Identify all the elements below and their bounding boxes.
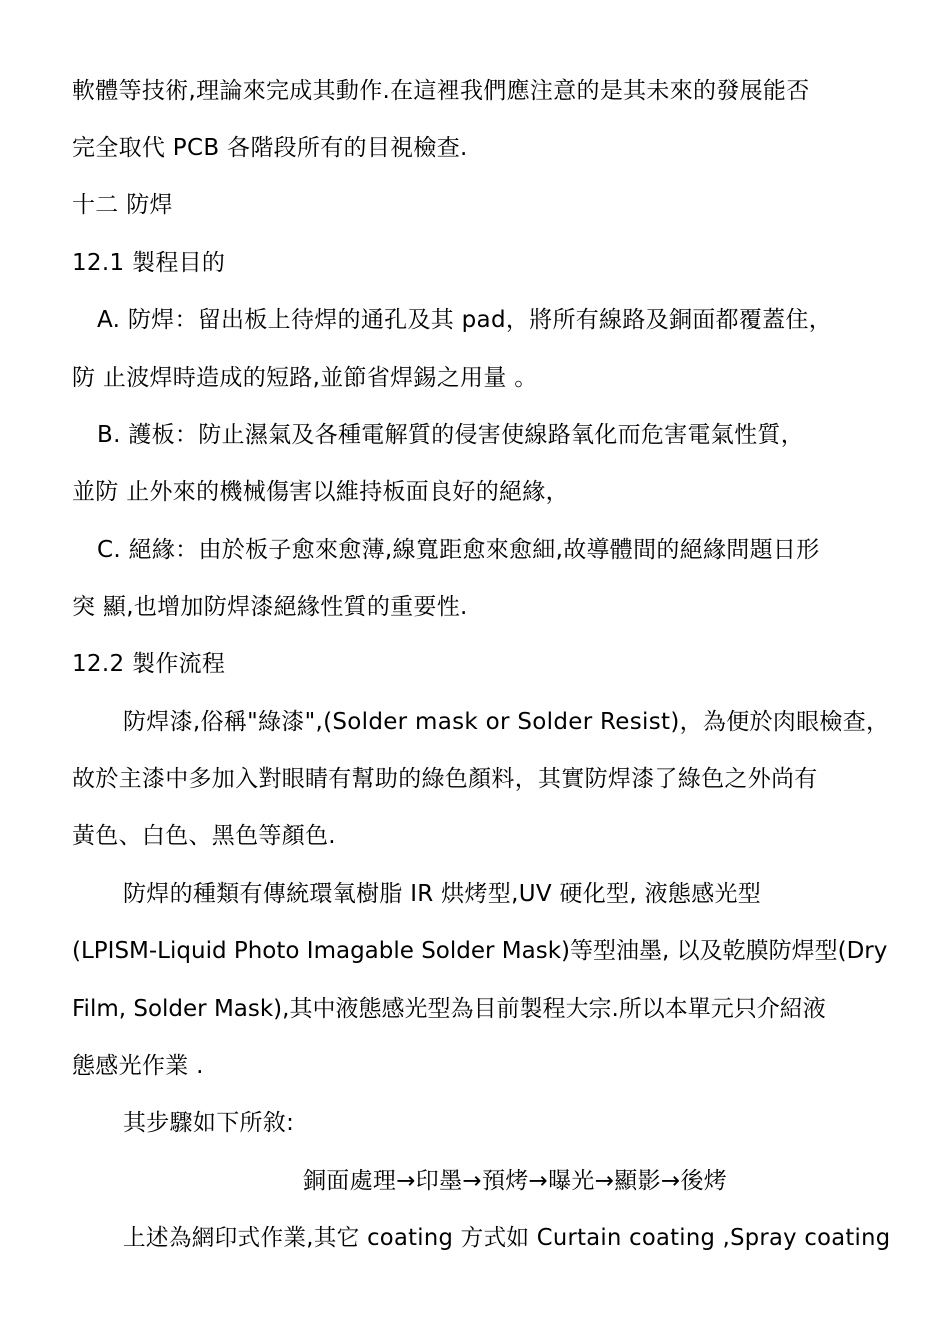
paragraph-line-2: 完全取代 PCB 各階段所有的目視檢查. bbox=[72, 135, 468, 161]
paragraph-line-1: 軟體等技術,理論來完成其動作.在這裡我們應注意的是其未來的發展能否 bbox=[72, 78, 810, 104]
section-heading: 十二 防焊 bbox=[72, 192, 173, 218]
item-b-line-2: 並防 止外來的機械傷害以維持板面良好的絕緣， bbox=[72, 479, 569, 505]
item-a-line-1: A. 防焊：留出板上待焊的通孔及其 pad，將所有線路及銅面都覆蓋住， bbox=[97, 307, 833, 333]
subsection-heading-12-1: 12.1 製程目的 bbox=[72, 250, 226, 276]
paragraph-2-line-3: 黃色、白色、黑色等顏色. bbox=[72, 823, 336, 849]
subsection-heading-12-2: 12.2 製作流程 bbox=[72, 651, 226, 677]
paragraph-2-line-1: 防焊漆,俗稱"綠漆",(Solder mask or Solder Resist)，為便於肉眼檢查， bbox=[123, 709, 890, 735]
paragraph-3-line-2: (LPISM-Liquid Photo Imagable Solder Mask)等型油墨, 以及乾膜防焊型(Dry bbox=[72, 938, 888, 964]
item-a-line-2: 防 止波焊時造成的短路,並節省焊錫之用量 。 bbox=[72, 365, 538, 391]
paragraph-3-line-4: 態感光作業 . bbox=[72, 1053, 204, 1079]
item-c-line-2: 突 顯,也增加防焊漆絕緣性質的重要性. bbox=[72, 594, 468, 620]
item-c-line-1: C. 絕緣：由於板子愈來愈薄,線寬距愈來愈細,故導體間的絕緣問題日形 bbox=[97, 537, 820, 563]
steps-intro: 其步驟如下所敘: bbox=[123, 1110, 295, 1136]
paragraph-2-line-2: 故於主漆中多加入對眼睛有幫助的綠色顏料，其實防焊漆了綠色之外尚有 bbox=[72, 766, 818, 792]
paragraph-3-line-3: Film, Solder Mask),其中液態感光型為目前製程大宗.所以本單元只介紹液 bbox=[72, 996, 826, 1022]
process-flow: 銅面處理→印墨→預烤→曝光→顯影→後烤 bbox=[303, 1168, 728, 1194]
item-b-line-1: B. 護板：防止濕氣及各種電解質的侵害使線路氧化而危害電氣性質， bbox=[97, 422, 805, 448]
paragraph-4-line-1: 上述為網印式作業,其它 coating 方式如 Curtain coating ,Spray coating bbox=[123, 1225, 891, 1251]
paragraph-3-line-1: 防焊的種類有傳統環氧樹脂 IR 烘烤型,UV 硬化型, 液態感光型 bbox=[123, 881, 762, 907]
